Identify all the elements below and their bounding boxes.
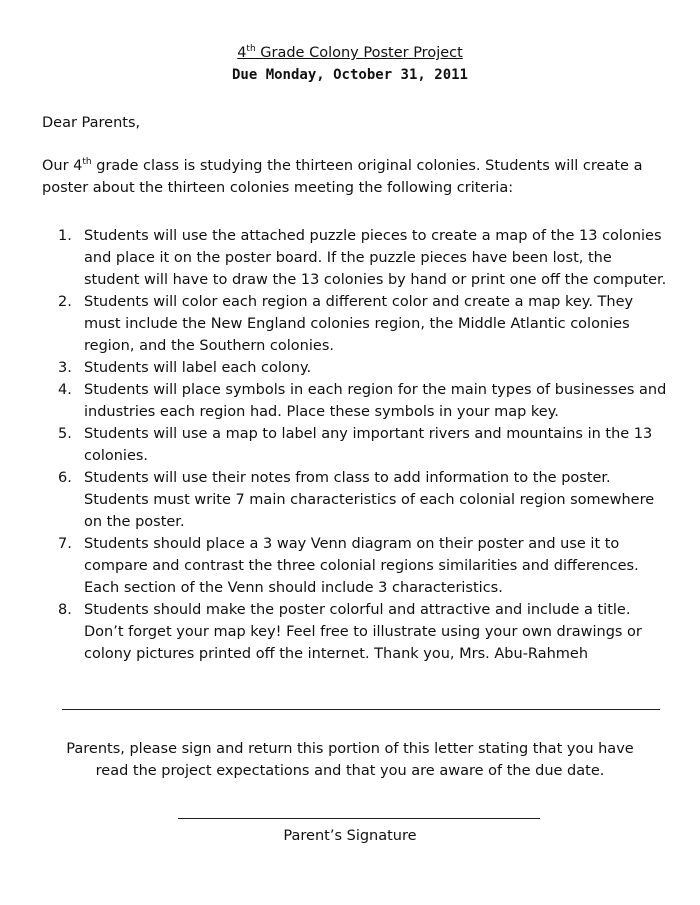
list-item-text: Students will color each region a different color and create a map key. They must include the New England colonies region, the Middle Atlantic colonies region, and the Southern colonies.: [84, 294, 634, 354]
title-rest: Grade Colony Poster Project: [255, 45, 463, 61]
cut-line-divider: [62, 709, 660, 710]
intro-prefix: Our 4: [42, 158, 83, 174]
list-item: [58, 423, 670, 467]
list-item: [58, 379, 670, 423]
list-item-number: 3.: [58, 360, 72, 376]
list-item-number: 1.: [58, 228, 72, 244]
title-superscript: th: [246, 44, 256, 54]
list-item-text: Students should make the poster colorful and attractive and include a title. Don’t forget your map key! Feel free to illustrate using your own drawings or colony pictures printed off the internet. Thank you, Mrs. Abu-Rahmeh: [84, 602, 642, 662]
list-item-text: Students should place a 3 way Venn diagram on their poster and use it to compare and contrast the three colonial regions similarities and differences. Each section of the Venn should include 3 characteristics.: [84, 536, 639, 596]
list-item-text: Students will label each colony.: [84, 360, 312, 376]
list-item-text: Students will place symbols in each region for the main types of businesses and industries each region had. Place these symbols in your map key.: [84, 382, 667, 420]
intro-superscript: th: [82, 157, 92, 167]
list-item-number: 4.: [58, 382, 72, 398]
intro-paragraph: [42, 155, 667, 199]
list-item-number: 8.: [58, 602, 72, 618]
return-instructions: Parents, please sign and return this portion of this letter stating that you have read the project expectations and that you are aware of the due date.: [66, 741, 634, 779]
title-prefix: 4: [237, 45, 247, 61]
signature-line: [178, 818, 540, 819]
list-item-number: 7.: [58, 536, 72, 552]
list-item-number: 2.: [58, 294, 72, 310]
list-item: [58, 533, 670, 599]
list-item-number: 5.: [58, 426, 72, 442]
list-item-text: Students will use their notes from class to add information to the poster. Students must write 7 main characteristics of each colonial region somewhere on the poster.: [84, 470, 655, 530]
list-item-text: Students will use a map to label any important rivers and mountains in the 13 colonies.: [84, 426, 653, 464]
salutation: Dear Parents,: [42, 115, 141, 131]
list-item-number: 6.: [58, 470, 72, 486]
list-item: [58, 467, 670, 533]
list-item: [58, 225, 670, 291]
list-item: [58, 291, 670, 357]
page-title: [0, 43, 700, 63]
intro-rest: grade class is studying the thirteen original colonies. Students will create a poster about the thirteen colonies meeting the following criteria:: [42, 158, 643, 196]
criteria-list: [58, 225, 670, 665]
signature-label: Parent’s Signature: [283, 828, 417, 844]
due-date: Due Monday, October 31, 2011: [231, 67, 468, 83]
list-item: [58, 599, 670, 665]
list-item: [58, 357, 670, 379]
list-item-text: Students will use the attached puzzle pieces to create a map of the 13 colonies and place it on the poster board. If the puzzle pieces have been lost, the student will have to draw the 13 colonies by hand or print one off the computer.: [84, 228, 667, 288]
